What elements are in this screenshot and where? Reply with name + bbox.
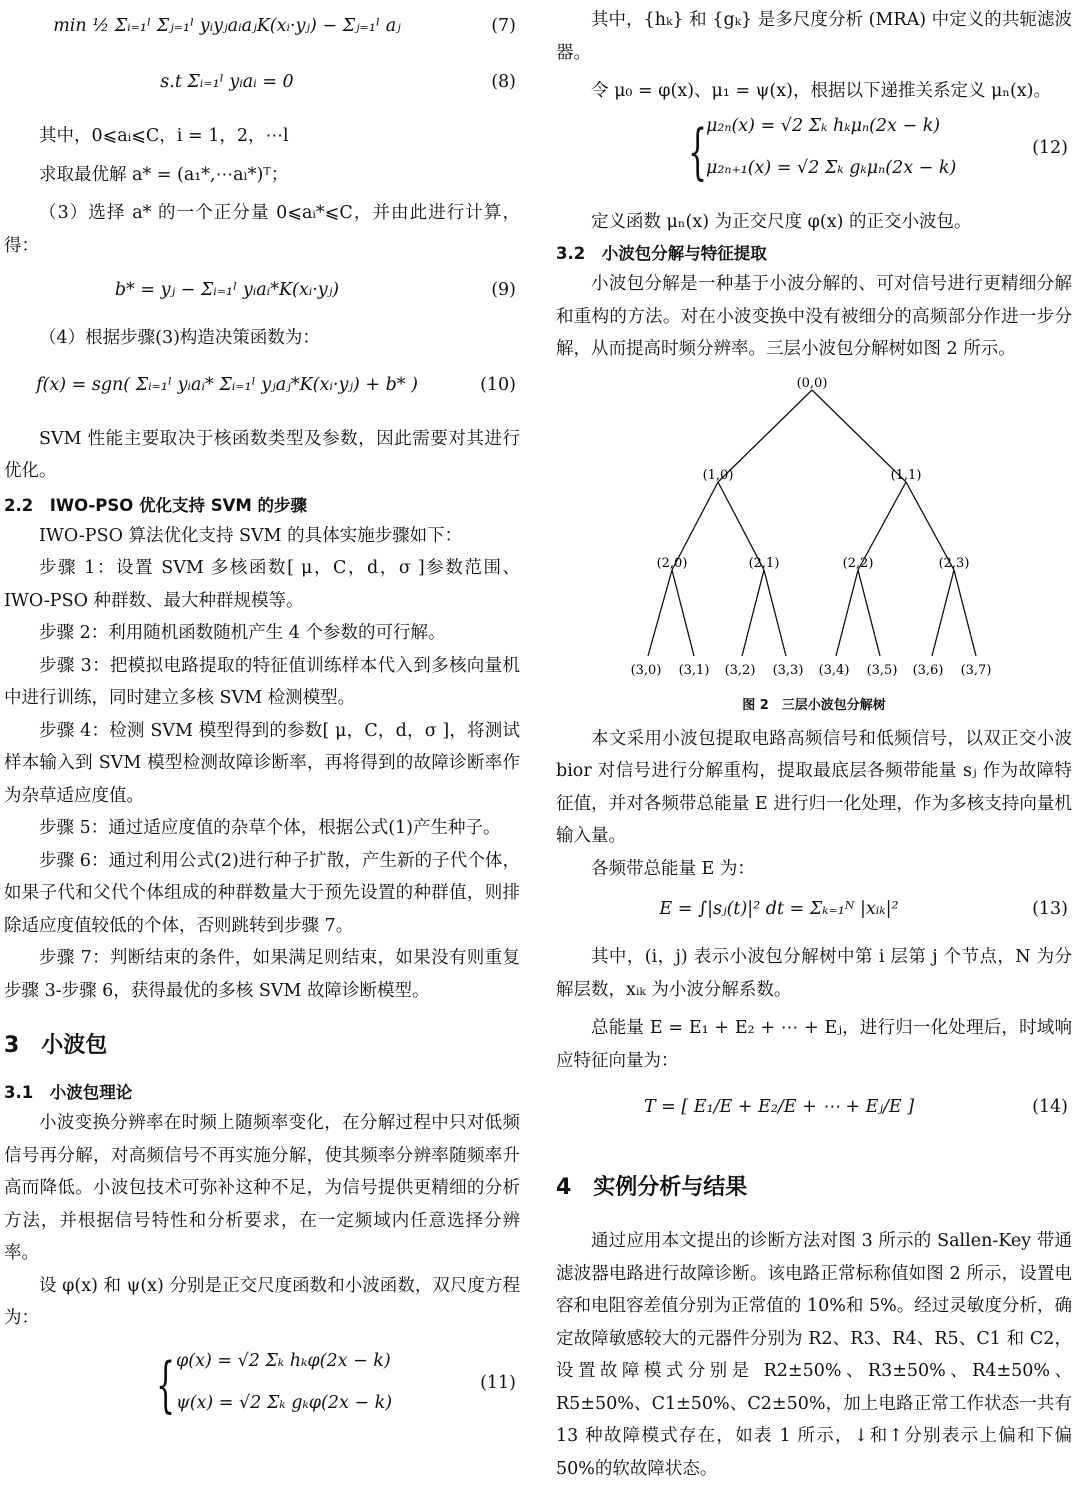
equation-10 — [4, 361, 520, 417]
section-3-heading: 3 小波包 — [4, 1033, 108, 1058]
paragraph-def: 定义函数 μₙ(x) 为正交尺度 φ(x) 的正交小波包。 — [591, 211, 972, 232]
equation-8 — [4, 66, 520, 110]
paragraph-bior: 本文采用小波包提取电路高频信号和低频信号，以双正交小波 bior 对信号进行分解重构，提取最底层各频带能量 sⱼ 作为故障特征值，并对各频带总能量 E 进行归一化处理，作为多核支持向量机输入量。 — [556, 728, 1072, 846]
paragraph-step-4: 步骤 4：检测 SVM 模型得到的参数[ μ，C，d，σ ]，将测试样本输入到 SVM 模型检测故障诊断率，再将得到的故障诊断率作为杂草适应度值。 — [4, 720, 520, 806]
equation-12-brace: { — [688, 116, 708, 187]
equation-7-number: (7) — [491, 16, 516, 36]
wavelet-packet-tree-diagram — [556, 374, 1072, 684]
equation-11-line-b: ψ(x) = √2 Σₖ gₖφ(2x − k) — [176, 1392, 393, 1413]
equation-14 — [556, 1081, 1072, 1141]
equation-9 — [4, 268, 520, 320]
paragraph-energy: 各频带总能量 E 为： — [591, 858, 755, 879]
paragraph-optimal: 求取最优解 a* = (a₁*,⋯aₗ*)ᵀ； — [39, 164, 289, 185]
tree-node-l3-2: (3,2) — [724, 662, 756, 678]
tree-edges — [648, 390, 976, 656]
tree-node-l3-1: (3,1) — [678, 662, 710, 678]
tree-node-l3-7: (3,7) — [960, 662, 992, 678]
equation-13-body: E = ∫|sⱼ(t)|² dt = Σₖ₌₁ᴺ |xᵢₖ|² — [659, 899, 899, 919]
paragraph-scale-equation: 设 φ(x) 和 ψ(x) 分别是正交尺度函数和小波函数，双尺度方程为： — [4, 1275, 520, 1328]
figure-2-caption: 图 2 三层小波包分解树 — [742, 697, 886, 713]
tree-node-root: (0,0) — [796, 375, 828, 391]
paragraph-total-energy: 总能量 E = E₁ + E₂ + ⋯ + Eⱼ，进行归一化处理后，时域响应特征向量为： — [556, 1018, 1072, 1071]
equation-12-line-b: μ₂ₙ₊₁(x) = √2 Σₖ gₖμₙ(2x − k) — [706, 157, 957, 178]
left-column — [4, 0, 520, 1437]
paragraph-step-1: 步骤 1：设置 SVM 多核函数[ μ，C，d，σ ]参数范围、IWO-PSO 种群数、最大种群规模等。 — [4, 558, 520, 611]
paragraph-step-5: 步骤 5：通过适应度值的杂草个体，根据公式(1)产生种子。 — [39, 818, 501, 838]
paragraph-case-study: 通过应用本文提出的诊断方法对图 3 所示的 Sallen-Key 带通滤波器电路进行故障诊断。该电路正常标称值如图 2 所示，设置电容和电阻容差值分别为正常值的 10%和 5%。经过灵敏度分析，确定故障敏感较大的元器件分别为 R2、R3、R4、R5、C1 和 C2，设置故障模式分别是 R2±50%、R3±50%、R4±50%、R5±50%、C1±50%、C2±50%，加上电路正常工作状态一共有 13 种故障模式存在，如表 1 所示，↓和↑分别表示上偏和下偏 50%的软故障状态。 — [556, 1231, 1072, 1479]
paragraph-where: 其中，0⩽aᵢ⩽C，i = 1，2，⋯l — [39, 126, 289, 146]
right-column — [556, 0, 1072, 1485]
tree-node-l2-2: (2,2) — [842, 555, 874, 571]
tree-node-l1-0: (1,0) — [702, 467, 734, 483]
section-4-heading: 4 实例分析与结果 — [556, 1175, 748, 1200]
paragraph-mu: 令 μ₀ = φ(x)、μ₁ = ψ(x)，根据以下递推关系定义 μₙ(x)。 — [591, 81, 1051, 101]
equation-7 — [4, 8, 520, 52]
equation-10-number: (10) — [480, 374, 516, 395]
paragraph-node-index: 其中，(i，j) 表示小波包分解树中第 i 层第 j 个节点，N 为分解层数，xᵢₖ 为小波分解系数。 — [556, 947, 1072, 1000]
paragraph-filters: 其中，{hₖ} 和 {gₖ} 是多尺度分析 (MRA) 中定义的共轭滤波器。 — [556, 10, 1072, 63]
equation-14-body: T = [ E₁/E + E₂/E + ⋯ + Eⱼ/E ] — [643, 1097, 915, 1117]
equation-13-number: (13) — [1032, 899, 1068, 919]
paragraph-intro: IWO-PSO 算法优化支持 SVM 的具体实施步骤如下： — [39, 525, 463, 546]
equation-11 — [4, 1341, 520, 1437]
paragraph-step-3: 步骤 3：把模拟电路提取的特征值训练样本代入到多核向量机中进行训练，同时建立多核 SVM 检测模型。 — [4, 655, 520, 708]
tree-node-l3-4: (3,4) — [818, 662, 850, 678]
tree-node-l3-3: (3,3) — [772, 662, 804, 678]
equation-11-number: (11) — [480, 1372, 516, 1393]
tree-node-l2-1: (2,1) — [748, 555, 780, 571]
section-3-2-heading: 3.2 小波包分解与特征提取 — [556, 244, 767, 263]
tree-node-l2-0: (2,0) — [656, 555, 688, 571]
equation-11-line-a: φ(x) = √2 Σₖ hₖφ(2x − k) — [176, 1350, 391, 1371]
paragraph-step3: （3）选择 a* 的一个正分量 0⩽aᵢ*⩽C，并由此进行计算，得： — [4, 203, 520, 256]
paragraph-wavelet-transform: 小波变换分辨率在时频上随频率变化，在分解过程中只对低频信号再分解，对高频信号不再实施分解，使其频率分辨率随频率升高而降低。小波包技术可弥补这种不足，为信号提供更精细的分析方法，并根据信号特性和分析要求，在一定频域内任意选择分辨率。 — [4, 1113, 520, 1263]
paragraph-step-7: 步骤 7：判断结束的条件，如果满足则结束，如果没有则重复步骤 3-步骤 6，获得最优的多核 SVM 故障诊断模型。 — [4, 948, 520, 1001]
tree-node-l3-6: (3,6) — [912, 662, 944, 678]
paragraph-svm: SVM 性能主要取决于核函数类型及参数，因此需要对其进行优化。 — [4, 428, 520, 481]
equation-8-body: s.t Σᵢ₌₁ˡ yᵢaᵢ = 0 — [160, 72, 294, 92]
equation-9-body: b* = yⱼ − Σᵢ₌₁ˡ yᵢaᵢ*K(xᵢ·yⱼ) — [114, 280, 340, 300]
equation-7-body: min ½ Σᵢ₌₁ˡ Σⱼ₌₁ˡ yᵢyⱼaᵢaⱼK(xᵢ·yⱼ) − Σⱼ₌₁ˡ aⱼ — [53, 16, 401, 36]
equation-11-brace: { — [156, 1349, 176, 1420]
paragraph-step4: （4）根据步骤(3)构造决策函数为： — [39, 328, 320, 348]
paragraph-wpd: 小波包分解是一种基于小波分解的、可对信号进行更精细分解和重构的方法。对在小波变换中没有被细分的高频部分作进一步分解，从而提高时频分辨率。三层小波包分解树如图 2 所示。 — [556, 274, 1072, 359]
section-2-2-heading: 2.2 IWO-PSO 优化支持 SVM 的步骤 — [4, 495, 308, 515]
equation-12 — [556, 110, 1072, 202]
equation-9-number: (9) — [491, 280, 516, 300]
tree-node-l3-0: (3,0) — [630, 662, 662, 678]
paragraph-step-2: 步骤 2：利用随机函数随机产生 4 个参数的可行解。 — [39, 623, 446, 643]
equation-13 — [556, 887, 1072, 937]
tree-node-l1-1: (1,1) — [890, 467, 922, 483]
equation-12-number: (12) — [1032, 137, 1068, 158]
equation-8-number: (8) — [491, 72, 516, 92]
equation-12-line-a: μ₂ₙ(x) = √2 Σₖ hₖμₙ(2x − k) — [706, 115, 941, 136]
paragraph-step-6: 步骤 6：通过利用公式(2)进行种子扩散，产生新的子代个体，如果子代和父代个体组成的种群数量大于预先设置的种群值，则排除适应度值较低的个体，否则跳转到步骤 7。 — [4, 850, 520, 936]
equation-14-number: (14) — [1032, 1097, 1068, 1117]
section-3-1-heading: 3.1 小波包理论 — [4, 1083, 133, 1102]
tree-node-l3-5: (3,5) — [866, 662, 898, 678]
tree-node-l2-3: (2,3) — [938, 555, 970, 571]
equation-10-body: f(x) = sgn( Σᵢ₌₁ˡ yᵢaᵢ* Σᵢ₌₁ˡ yⱼaⱼ*K(xᵢ·yⱼ) + b* ) — [36, 374, 418, 395]
